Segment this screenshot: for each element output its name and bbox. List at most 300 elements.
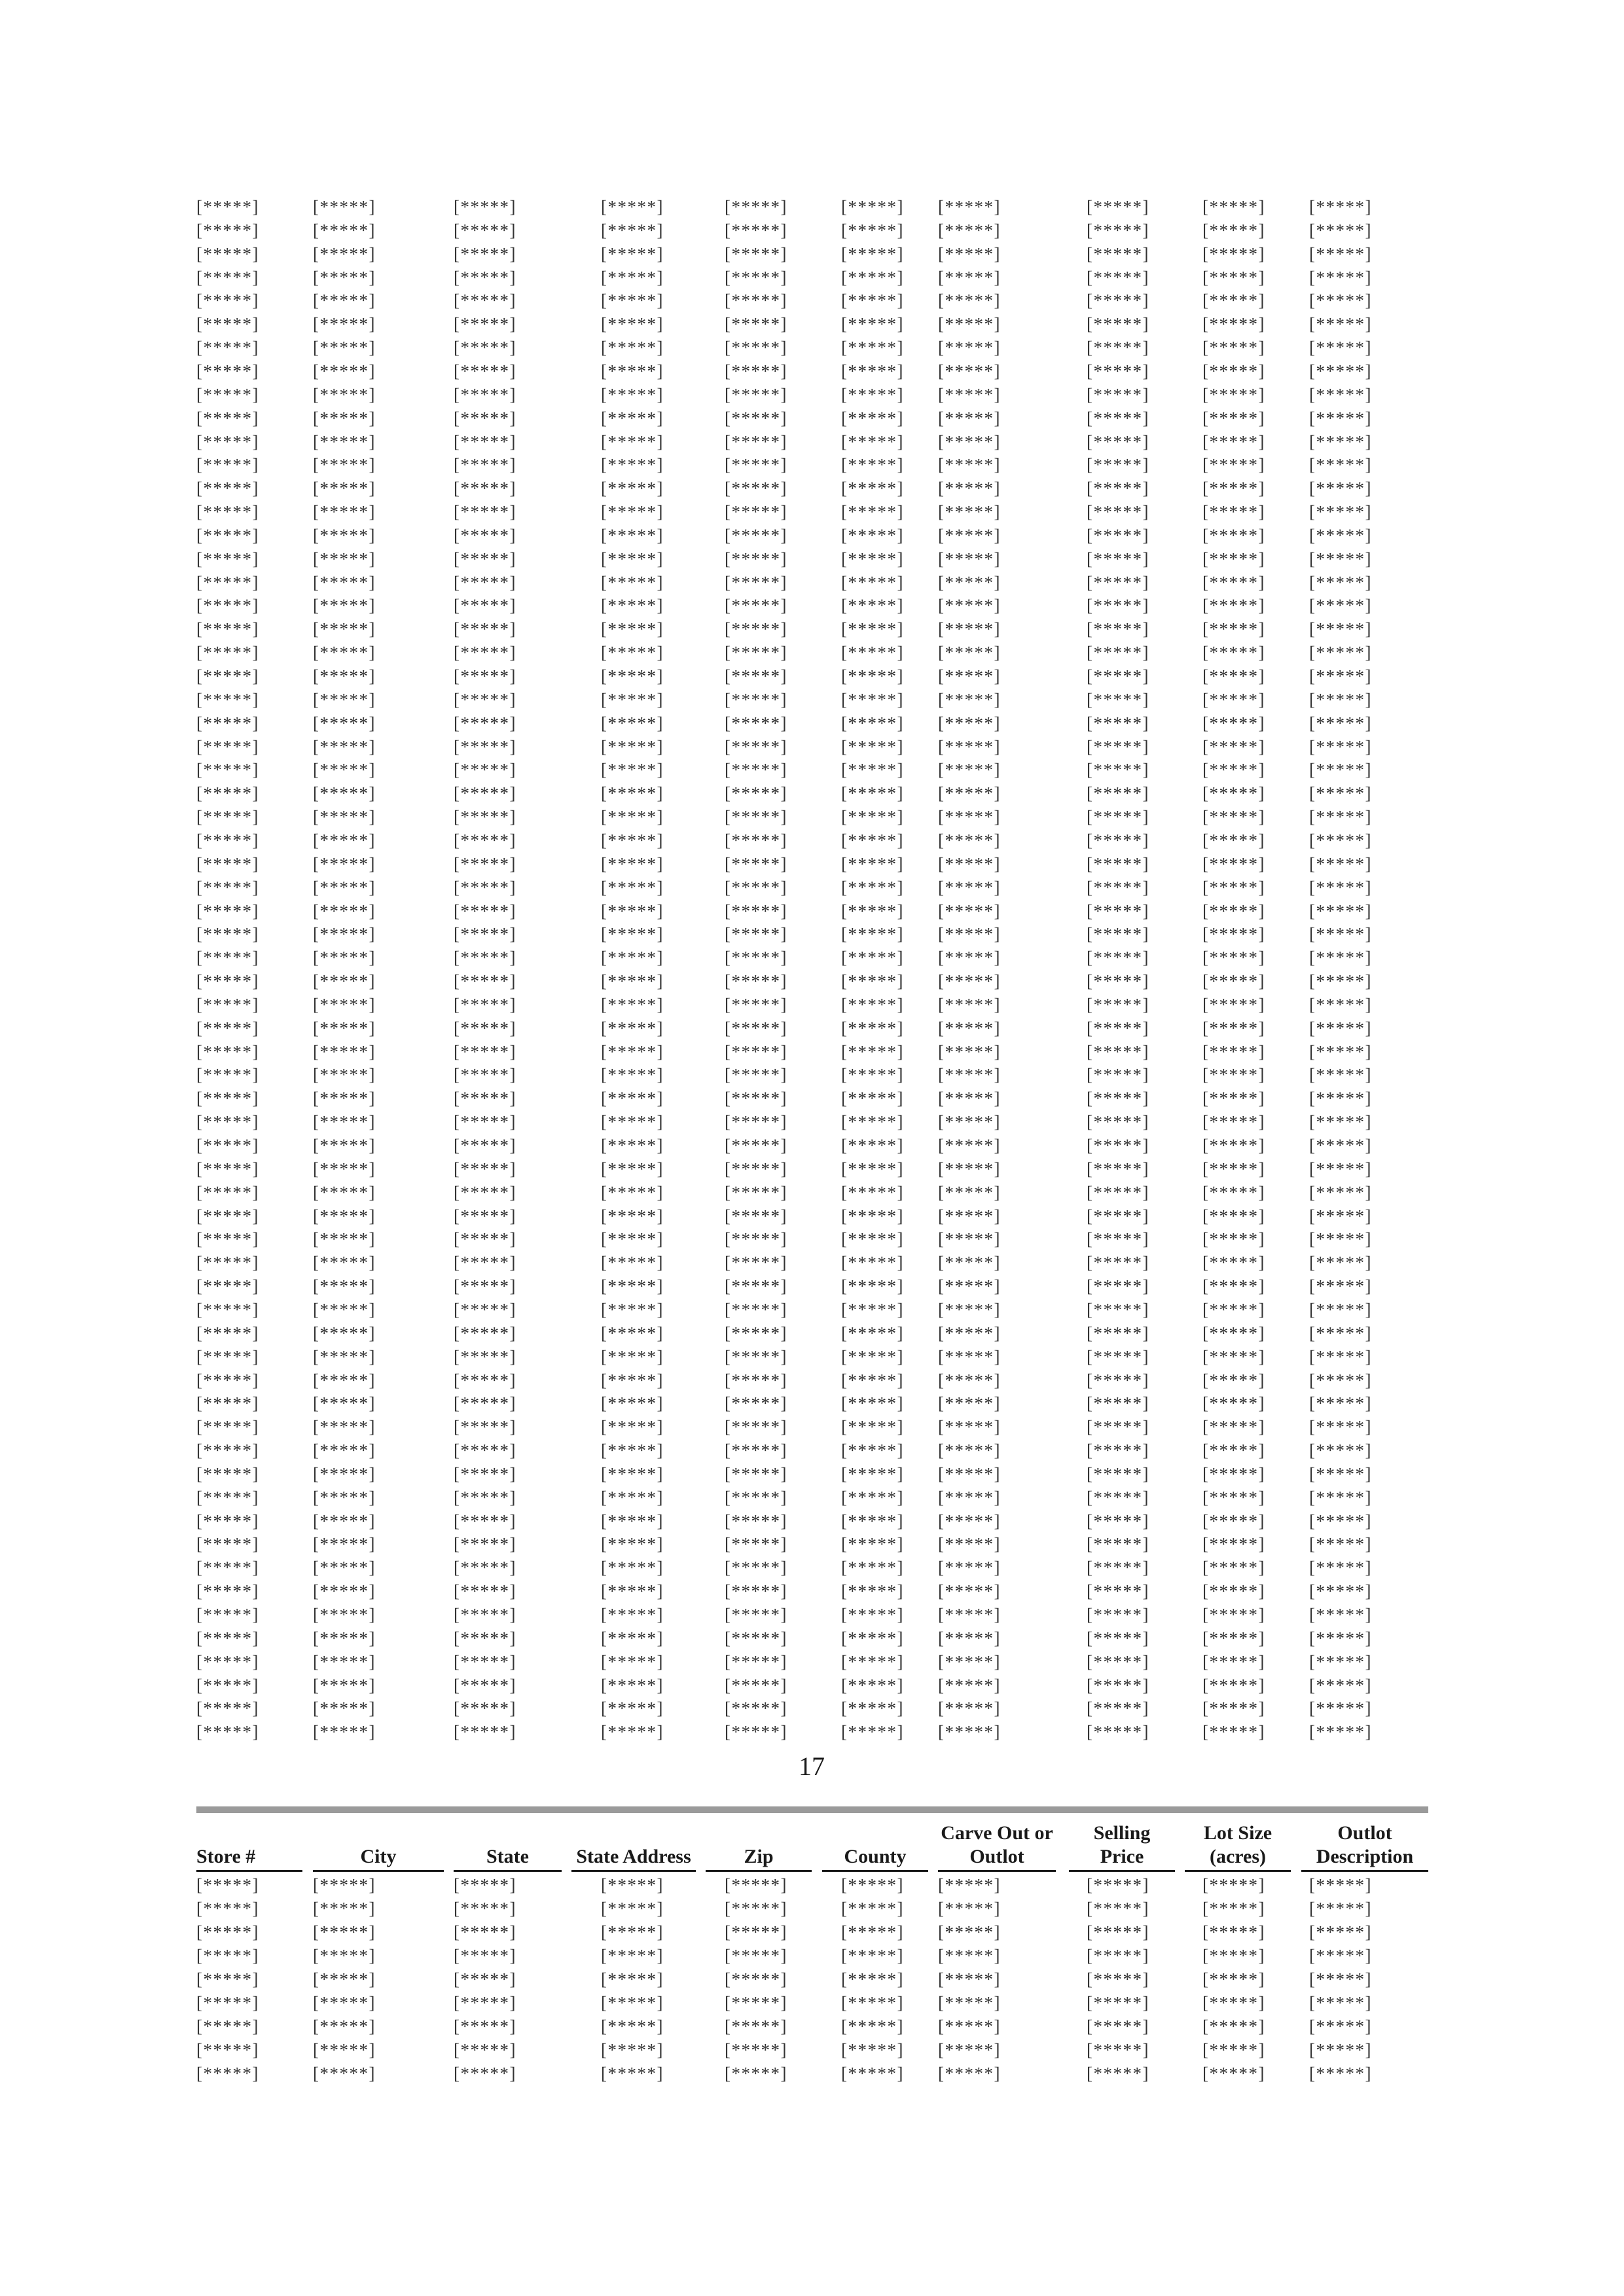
redacted-cell: [*****]: [454, 1534, 516, 1554]
redacted-cell: [*****]: [725, 760, 787, 780]
redacted-cell: [*****]: [1202, 1534, 1265, 1554]
table-row: [0, 1181, 1624, 1204]
redacted-cell: [*****]: [1087, 455, 1149, 475]
redacted-cell: [*****]: [1087, 1018, 1149, 1038]
redacted-cell: [*****]: [1202, 1628, 1265, 1648]
table-row: [0, 1157, 1624, 1181]
redacted-cell: [*****]: [601, 1441, 664, 1461]
redacted-cell: [*****]: [841, 572, 904, 592]
redacted-cell: [*****]: [1202, 1463, 1265, 1484]
redacted-cell: [*****]: [1309, 1946, 1372, 1965]
redacted-cell: [*****]: [601, 197, 664, 217]
redacted-cell: [*****]: [725, 666, 787, 686]
redacted-cell: [*****]: [196, 1875, 259, 1895]
redacted-cell: [*****]: [313, 1487, 376, 1507]
redacted-cell: [*****]: [725, 1969, 787, 1989]
redacted-cell: [*****]: [454, 361, 516, 381]
redacted-cell: [*****]: [725, 853, 787, 874]
table-row: [0, 1720, 1624, 1744]
redacted-cell: [*****]: [196, 1946, 259, 1965]
redacted-cell: [*****]: [1202, 1088, 1265, 1109]
redacted-cell: [*****]: [601, 1276, 664, 1297]
redacted-cell: [*****]: [454, 1581, 516, 1602]
redacted-cell: [*****]: [938, 502, 1001, 522]
redacted-cell: [*****]: [196, 1651, 259, 1672]
redacted-cell: [*****]: [601, 1899, 664, 1918]
redacted-cell: [*****]: [454, 596, 516, 616]
redacted-cell: [*****]: [313, 1276, 376, 1297]
redacted-cell: [*****]: [313, 478, 376, 499]
redacted-cell: [*****]: [1087, 291, 1149, 311]
redacted-cell: [*****]: [601, 1875, 664, 1895]
page-number: 17: [799, 1751, 825, 1781]
redacted-cell: [*****]: [196, 1922, 259, 1942]
redacted-cell: [*****]: [725, 713, 787, 733]
redacted-cell: [*****]: [454, 243, 516, 264]
redacted-cell: [*****]: [313, 713, 376, 733]
redacted-cell: [*****]: [1202, 1136, 1265, 1155]
redacted-cell: [*****]: [1087, 1628, 1149, 1648]
table-row: [0, 829, 1624, 852]
column-header-line: City: [360, 1846, 397, 1867]
redacted-cell: [*****]: [601, 713, 664, 733]
redacted-cell: [*****]: [938, 1511, 1001, 1531]
redacted-cell: [*****]: [938, 338, 1001, 358]
redacted-cell: [*****]: [1309, 1922, 1372, 1942]
redacted-cell: [*****]: [1309, 619, 1372, 639]
redacted-cell: [*****]: [196, 1346, 259, 1367]
redacted-cell: [*****]: [196, 596, 259, 616]
redacted-cell: [*****]: [1202, 783, 1265, 804]
redacted-cell: [*****]: [938, 783, 1001, 804]
redacted-cell: [*****]: [454, 666, 516, 686]
redacted-cell: [*****]: [1202, 197, 1265, 217]
redacted-cell: [*****]: [938, 1182, 1001, 1202]
table-row: [0, 430, 1624, 454]
redacted-cell: [*****]: [454, 1946, 516, 1965]
redacted-cell: [*****]: [1202, 455, 1265, 475]
redacted-cell: [*****]: [938, 1487, 1001, 1507]
redacted-cell: [*****]: [1087, 1675, 1149, 1695]
redacted-cell: [*****]: [841, 1088, 904, 1109]
redacted-cell: [*****]: [1202, 502, 1265, 522]
redacted-cell: [*****]: [938, 924, 1001, 944]
redacted-cell: [*****]: [313, 291, 376, 311]
redacted-cell: [*****]: [1087, 2017, 1149, 2036]
table-top-rule: [196, 1806, 1428, 1813]
redacted-cell: [*****]: [601, 901, 664, 921]
redacted-cell: [*****]: [1202, 1158, 1265, 1179]
table-row: [0, 571, 1624, 594]
redacted-cell: [*****]: [1087, 361, 1149, 381]
redacted-cell: [*****]: [313, 1206, 376, 1226]
redacted-cell: [*****]: [841, 267, 904, 287]
table-row: [0, 383, 1624, 406]
redacted-cell: [*****]: [1087, 1276, 1149, 1297]
redacted-cell: [*****]: [601, 1722, 664, 1742]
redacted-cell: [*****]: [1309, 1651, 1372, 1672]
redacted-cell: [*****]: [1202, 689, 1265, 709]
redacted-cell: [*****]: [725, 1875, 787, 1895]
redacted-cell: [*****]: [313, 1899, 376, 1918]
redacted-cell: [*****]: [841, 1651, 904, 1672]
redacted-cell: [*****]: [454, 1299, 516, 1319]
column-header-line: Store #: [196, 1846, 256, 1867]
redacted-cell: [*****]: [454, 1722, 516, 1742]
redacted-cell: [*****]: [938, 1969, 1001, 1989]
redacted-cell: [*****]: [938, 1299, 1001, 1319]
redacted-cell: [*****]: [1309, 1112, 1372, 1132]
table-row: [0, 1110, 1624, 1134]
redacted-cell: [*****]: [454, 1112, 516, 1132]
redacted-cell: [*****]: [725, 431, 787, 452]
redacted-cell: [*****]: [1202, 408, 1265, 428]
redacted-cell: [*****]: [1087, 1088, 1149, 1109]
redacted-cell: [*****]: [601, 994, 664, 1014]
redacted-cell: [*****]: [196, 1206, 259, 1226]
redacted-cell: [*****]: [313, 455, 376, 475]
redacted-cell: [*****]: [1202, 243, 1265, 264]
redacted-cell: [*****]: [1309, 502, 1372, 522]
redacted-cell: [*****]: [454, 1041, 516, 1062]
redacted-cell: [*****]: [196, 1511, 259, 1531]
redacted-cell: [*****]: [725, 267, 787, 287]
redacted-cell: [*****]: [196, 877, 259, 897]
redacted-cell: [*****]: [313, 924, 376, 944]
table-row: [0, 453, 1624, 476]
redacted-cell: [*****]: [1087, 243, 1149, 264]
redacted-cell: [*****]: [196, 361, 259, 381]
redacted-cell: [*****]: [725, 1993, 787, 2013]
redacted-cell: [*****]: [454, 783, 516, 804]
redacted-cell: [*****]: [1087, 807, 1149, 827]
redacted-cell: [*****]: [1309, 736, 1372, 757]
table-row: [0, 993, 1624, 1016]
redacted-cell: [*****]: [1202, 760, 1265, 780]
redacted-cell: [*****]: [1087, 220, 1149, 240]
redacted-cell: [*****]: [1087, 1299, 1149, 1319]
redacted-cell: [*****]: [454, 901, 516, 921]
redacted-cell: [*****]: [454, 1417, 516, 1437]
redacted-cell: [*****]: [1202, 948, 1265, 968]
redacted-cell: [*****]: [313, 361, 376, 381]
redacted-cell: [*****]: [454, 1511, 516, 1531]
redacted-cell: [*****]: [454, 643, 516, 663]
redacted-cell: [*****]: [196, 1993, 259, 2013]
redacted-cell: [*****]: [1309, 1558, 1372, 1578]
column-header-line: Carve Out or: [941, 1822, 1053, 1844]
table-row: [0, 1991, 1624, 2015]
redacted-cell: [*****]: [938, 1441, 1001, 1461]
redacted-cell: [*****]: [454, 924, 516, 944]
column-header: [1069, 1818, 1175, 1872]
redacted-cell: [*****]: [454, 830, 516, 850]
redacted-cell: [*****]: [1087, 1487, 1149, 1507]
redacted-cell: [*****]: [725, 596, 787, 616]
redacted-cell: [*****]: [841, 1722, 904, 1742]
redacted-cell: [*****]: [454, 1206, 516, 1226]
redacted-cell: [*****]: [841, 971, 904, 992]
redacted-cell: [*****]: [1309, 901, 1372, 921]
redacted-cell: [*****]: [1309, 2064, 1372, 2083]
redacted-cell: [*****]: [454, 455, 516, 475]
redacted-cell: [*****]: [313, 1229, 376, 1249]
redacted-cell: [*****]: [601, 1417, 664, 1437]
redacted-cell: [*****]: [1309, 1487, 1372, 1507]
redacted-cell: [*****]: [313, 1323, 376, 1343]
redacted-cell: [*****]: [725, 783, 787, 804]
redacted-cell: [*****]: [1309, 1018, 1372, 1038]
redacted-cell: [*****]: [725, 1253, 787, 1273]
redacted-cell: [*****]: [1087, 1899, 1149, 1918]
redacted-cell: [*****]: [454, 994, 516, 1014]
redacted-cell: [*****]: [1202, 1558, 1265, 1578]
redacted-cell: [*****]: [313, 1158, 376, 1179]
redacted-cell: [*****]: [938, 689, 1001, 709]
redacted-cell: [*****]: [454, 525, 516, 545]
redacted-cell: [*****]: [841, 1276, 904, 1297]
column-header-line: State Address: [576, 1846, 691, 1867]
column-header: [571, 1818, 696, 1872]
redacted-cell: [*****]: [1087, 1206, 1149, 1226]
redacted-cell: [*****]: [196, 830, 259, 850]
redacted-cell: [*****]: [725, 338, 787, 358]
redacted-cell: [*****]: [313, 2064, 376, 2083]
redacted-cell: [*****]: [196, 713, 259, 733]
redacted-cell: [*****]: [725, 1698, 787, 1719]
redacted-cell: [*****]: [601, 408, 664, 428]
redacted-cell: [*****]: [938, 2040, 1001, 2060]
column-header: [938, 1818, 1056, 1872]
redacted-cell: [*****]: [1087, 619, 1149, 639]
redacted-cell: [*****]: [1087, 948, 1149, 968]
redacted-cell: [*****]: [601, 220, 664, 240]
redacted-cell: [*****]: [601, 1018, 664, 1038]
redacted-cell: [*****]: [601, 338, 664, 358]
redacted-cell: [*****]: [601, 1581, 664, 1602]
redacted-cell: [*****]: [1087, 1558, 1149, 1578]
redacted-cell: [*****]: [1202, 1969, 1265, 1989]
redacted-cell: [*****]: [196, 736, 259, 757]
redacted-cell: [*****]: [196, 1136, 259, 1155]
redacted-cell: [*****]: [601, 525, 664, 545]
redacted-cell: [*****]: [601, 1182, 664, 1202]
redacted-cell: [*****]: [1087, 1370, 1149, 1390]
redacted-cell: [*****]: [1087, 2064, 1149, 2083]
redacted-cell: [*****]: [725, 478, 787, 499]
redacted-cell: [*****]: [601, 1605, 664, 1624]
redacted-cell: [*****]: [196, 1463, 259, 1484]
table-row: [0, 2015, 1624, 2038]
redacted-cell: [*****]: [601, 1946, 664, 1965]
redacted-cell: [*****]: [1309, 1463, 1372, 1484]
redacted-cell: [*****]: [196, 924, 259, 944]
redacted-cell: [*****]: [841, 619, 904, 639]
table-row: [0, 1391, 1624, 1415]
redacted-cell: [*****]: [841, 1417, 904, 1437]
redacted-cell: [*****]: [313, 408, 376, 428]
redacted-cell: [*****]: [1202, 901, 1265, 921]
redacted-cell: [*****]: [454, 1018, 516, 1038]
redacted-cell: [*****]: [725, 2040, 787, 2060]
redacted-cell: [*****]: [938, 1065, 1001, 1085]
redacted-cell: [*****]: [841, 291, 904, 311]
redacted-cell: [*****]: [601, 1993, 664, 2013]
redacted-cell: [*****]: [454, 1651, 516, 1672]
redacted-cell: [*****]: [938, 2064, 1001, 2083]
redacted-cell: [*****]: [454, 548, 516, 569]
redacted-cell: [*****]: [1202, 1441, 1265, 1461]
redacted-cell: [*****]: [196, 455, 259, 475]
redacted-cell: [*****]: [313, 267, 376, 287]
redacted-cell: [*****]: [1309, 1969, 1372, 1989]
redacted-cell: [*****]: [1309, 2040, 1372, 2060]
redacted-cell: [*****]: [841, 1112, 904, 1132]
redacted-cell: [*****]: [938, 267, 1001, 287]
redacted-cell: [*****]: [841, 2064, 904, 2083]
redacted-cell: [*****]: [1309, 1370, 1372, 1390]
redacted-cell: [*****]: [841, 1136, 904, 1155]
redacted-cell: [*****]: [1202, 1581, 1265, 1602]
redacted-cell: [*****]: [196, 1581, 259, 1602]
redacted-cell: [*****]: [1202, 1253, 1265, 1273]
table-row: [0, 641, 1624, 664]
redacted-cell: [*****]: [313, 1041, 376, 1062]
table-row: [0, 406, 1624, 430]
redacted-cell: [*****]: [725, 994, 787, 1014]
redacted-cell: [*****]: [725, 1899, 787, 1918]
redacted-cell: [*****]: [1202, 1487, 1265, 1507]
redacted-cell: [*****]: [313, 1463, 376, 1484]
redacted-cell: [*****]: [313, 243, 376, 264]
redacted-cell: [*****]: [601, 643, 664, 663]
redacted-cell: [*****]: [841, 1065, 904, 1085]
redacted-cell: [*****]: [938, 1675, 1001, 1695]
redacted-cell: [*****]: [1309, 1276, 1372, 1297]
table-row: [0, 735, 1624, 759]
redacted-cell: [*****]: [938, 1534, 1001, 1554]
redacted-cell: [*****]: [841, 877, 904, 897]
redacted-cell: [*****]: [1087, 1393, 1149, 1414]
redacted-cell: [*****]: [1202, 619, 1265, 639]
redacted-cell: [*****]: [313, 877, 376, 897]
table-row: [0, 1063, 1624, 1086]
redacted-cell: [*****]: [313, 502, 376, 522]
redacted-cell: [*****]: [601, 1041, 664, 1062]
redacted-cell: [*****]: [1309, 291, 1372, 311]
redacted-cell: [*****]: [725, 1370, 787, 1390]
table-row: [0, 1944, 1624, 1967]
redacted-cell: [*****]: [601, 2017, 664, 2036]
table-row: [0, 1369, 1624, 1392]
redacted-cell: [*****]: [313, 1370, 376, 1390]
redacted-cell: [*****]: [1309, 783, 1372, 804]
redacted-cell: [*****]: [196, 1018, 259, 1038]
redacted-cell: [*****]: [454, 877, 516, 897]
redacted-cell: [*****]: [1202, 1651, 1265, 1672]
redacted-cell: [*****]: [938, 1346, 1001, 1367]
redacted-cell: [*****]: [938, 994, 1001, 1014]
redacted-cell: [*****]: [313, 1922, 376, 1942]
table-row: [0, 1579, 1624, 1603]
redacted-cell: [*****]: [1087, 1346, 1149, 1367]
redacted-cell: [*****]: [725, 1651, 787, 1672]
redacted-cell: [*****]: [1309, 197, 1372, 217]
redacted-cell: [*****]: [1087, 197, 1149, 217]
redacted-cell: [*****]: [725, 1206, 787, 1226]
redacted-cell: [*****]: [938, 760, 1001, 780]
redacted-cell: [*****]: [1087, 1112, 1149, 1132]
redacted-cell: [*****]: [1309, 1065, 1372, 1085]
redacted-cell: [*****]: [601, 361, 664, 381]
redacted-cell: [*****]: [938, 2017, 1001, 2036]
redacted-cell: [*****]: [601, 1346, 664, 1367]
redacted-cell: [*****]: [1202, 666, 1265, 686]
redacted-cell: [*****]: [196, 1417, 259, 1437]
redacted-cell: [*****]: [601, 1323, 664, 1343]
redacted-cell: [*****]: [1202, 2064, 1265, 2083]
redacted-cell: [*****]: [1202, 1675, 1265, 1695]
redacted-cell: [*****]: [841, 548, 904, 569]
redacted-cell: [*****]: [1087, 1182, 1149, 1202]
redacted-cell: [*****]: [841, 1299, 904, 1319]
redacted-cell: [*****]: [1087, 830, 1149, 850]
redacted-cell: [*****]: [938, 948, 1001, 968]
redacted-cell: [*****]: [313, 1346, 376, 1367]
redacted-cell: [*****]: [313, 971, 376, 992]
redacted-cell: [*****]: [313, 1417, 376, 1437]
redacted-cell: [*****]: [938, 1875, 1001, 1895]
redacted-cell: [*****]: [196, 338, 259, 358]
redacted-cell: [*****]: [196, 1112, 259, 1132]
table-row: [0, 688, 1624, 711]
redacted-cell: [*****]: [1309, 1229, 1372, 1249]
redacted-cell: [*****]: [196, 220, 259, 240]
redacted-cell: [*****]: [196, 384, 259, 404]
redacted-cell: [*****]: [601, 736, 664, 757]
redacted-cell: [*****]: [1087, 1946, 1149, 1965]
redacted-cell: [*****]: [1309, 2017, 1372, 2036]
redacted-cell: [*****]: [196, 1558, 259, 1578]
redacted-cell: [*****]: [1202, 1370, 1265, 1390]
table-row: [0, 1696, 1624, 1720]
redacted-cell: [*****]: [313, 525, 376, 545]
column-header-line: Price: [1100, 1846, 1144, 1867]
redacted-cell: [*****]: [601, 830, 664, 850]
redacted-cell: [*****]: [1309, 384, 1372, 404]
redacted-cell: [*****]: [1202, 1323, 1265, 1343]
redacted-cell: [*****]: [1087, 1065, 1149, 1085]
redacted-cell: [*****]: [841, 760, 904, 780]
redacted-cell: [*****]: [1087, 1993, 1149, 2013]
redacted-cell: [*****]: [938, 455, 1001, 475]
redacted-cell: [*****]: [1309, 1393, 1372, 1414]
table-row: [0, 547, 1624, 571]
redacted-cell: [*****]: [1087, 760, 1149, 780]
redacted-cell: [*****]: [454, 1675, 516, 1695]
redacted-cell: [*****]: [196, 971, 259, 992]
redacted-cell: [*****]: [1087, 1441, 1149, 1461]
redacted-cell: [*****]: [313, 1253, 376, 1273]
redacted-cell: [*****]: [841, 1558, 904, 1578]
redacted-cell: [*****]: [601, 1675, 664, 1695]
redacted-cell: [*****]: [841, 197, 904, 217]
redacted-cell: [*****]: [841, 338, 904, 358]
redacted-cell: [*****]: [725, 1487, 787, 1507]
redacted-cell: [*****]: [313, 807, 376, 827]
redacted-cell: [*****]: [601, 1558, 664, 1578]
redacted-cell: [*****]: [1309, 948, 1372, 968]
